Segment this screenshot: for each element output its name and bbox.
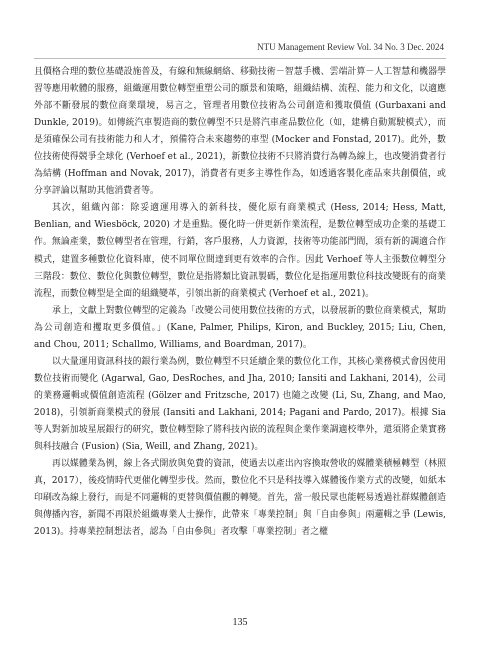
running-header: NTU Management Review Vol. 34 No. 3 Dec. 2024 — [257, 42, 444, 52]
paragraph-definition: 承上，文獻上對數位轉型的定義為「改變公司使用數位技術的方式，以發展新的數位商業模式，幫助為公司創造和攫取更多價值。」(Kane, Palmer, Philips, Kiron, and Buckley, 2015; Liu, Chen, and Chou, 2011; Schallmo, Williams, and Boardman, 2017)。 — [34, 305, 446, 350]
page-number: 135 — [232, 617, 248, 628]
body-text — [34, 64, 446, 541]
paragraph-organizational-internal: 其次，組織內部：除妥適運用導入的新科技，優化原有商業模式 (Hess, 2014; Hess, Matt, Benlian, and Wiesböck, 2020) 才是重點。優化時一併更新作業流程，是數位轉型成功企業的基礎工作。無論產業，數位轉型者在管理，行銷，客戶服務，人力資源，技術等功能部門間，須有新的調適合作模式，建置多種數位化資料庫，使不同單位間達到更有效率的合作。因此 Verhoef 等人主張數位轉型分三階段：數位、數位化與數位轉型，數位是指將類比資訊製碼，數位化是指運用數位科技改變既有的商業流程，而數位轉型是全面的組織變革，引領出新的商業模式 (Verhoef et al., 2021)。 — [34, 203, 446, 299]
paragraph-continued: 且價格合理的數位基礎設施普及，有線和無線網絡、移動技術－智慧手機、雲端計算－人工智慧和機器學習等應用軟體的服務，組織運用數位轉型重塑公司的願景和策略，組織結構、流程、能力和文化，以適應外部不斷發展的數位商業環境，易言之，管理者用數位技術為公司創造和獲取價值 (Gurbaxani and Dunkle, 2019)。如傳統汽車製造商的數位轉型不只是將汽車產品數位化（如，建構自動駕駛模式），而是須確保公司有技術能力和人才，預備符合未來趨勢的車型 (Mocker and Fonstad, 2017)。此外，數位技術使得競爭全球化 (Verhoef et al., 2021)，新數位技術不只將消費行為轉為線上，也改變消費者行為結構 (Hoffman and Novak, 2017)，消費者有更多主導性作為，如透過客製化產品來共創價值，或分享評論以幫助其他消費者等。 — [34, 67, 446, 197]
paragraph-banking-example: 以大量運用資訊科技的銀行業為例，數位轉型不只延續企業的數位化工作，其核心業務模式會因使用數位技術而變化 (Agarwal, Gao, DesRoches, and Jha, 2010; Iansiti and Lakhani, 2014)，公司的業務邏輯或價值創造流程 (Gölzer and Fritzsche, 2017) 也隨之改變 (Li, Su, Zhang, and Mao, 2018)，引領新商業模式的發展 (Iansiti and Lakhani, 2014; Pagani and Pardo, 2017)。根據 Sia 等人對新加坡星展銀行的研究，數位轉型除了將科技內嵌的流程與企業作業調適校準外，還須將企業實務與科技融合 (Fusion) (Sia, Weill, and Zhang, 2021)。 — [34, 356, 446, 453]
paragraph-media-example: 再以媒體業為例，線上各式開放與免費的資訊，使過去以產出內容換取營收的媒體業積極轉型（林照真，2017），後疫情時代更催化轉型步伐。然而，數位化不只是科技導入媒體後作業方式的改變，如紙本印刷改為線上發行，而是不同邏輯的更替與價值觀的轉變。首先，當一般民眾也能輕易透過社群媒體創造與傳播內容，新聞不再限於組織專業人士操作，此帶來「專業控制」與「自由參與」兩邏輯之爭 (Lewis, 2013)。持專業控制想法者，認為「自由參與」者攻擊「專業控制」者之權 — [34, 459, 446, 538]
header-divider — [34, 58, 446, 59]
